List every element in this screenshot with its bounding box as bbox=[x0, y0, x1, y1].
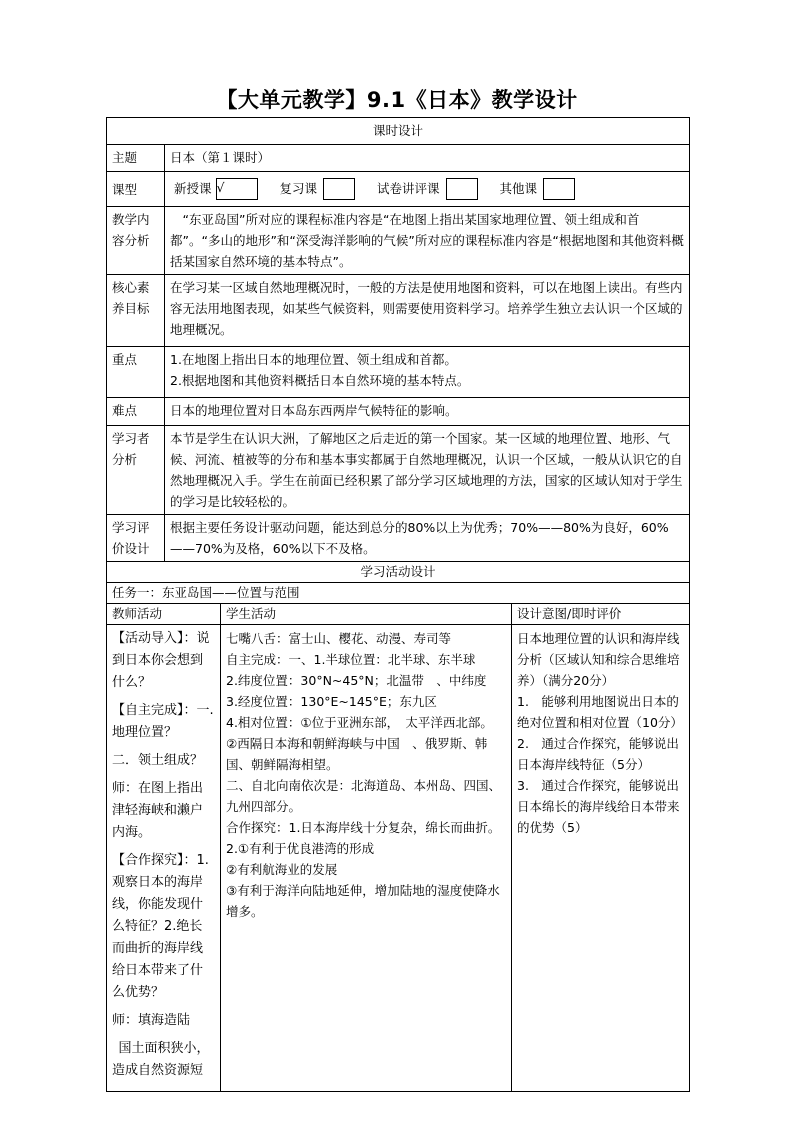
evaluation-design: 根据主要任务设计驱动问题，能达到总分的80%以上为优秀；70%——80%为良好，60%——70%为及格，60%以下不及格。 bbox=[165, 515, 690, 562]
content-analysis: “东亚岛国”所对应的课程标准内容是“在地图上指出某国家地理位置、领土组成和首都”。“多山的地形”和“深受海洋影响的气候”所对应的课程标准内容是“根据地图和其他资料概括某国家自然环境的基本特点”。 bbox=[165, 207, 690, 275]
teacher-activity-header: 教师活动 bbox=[107, 604, 221, 625]
label-line: 教学内 bbox=[112, 212, 150, 227]
type-name: 试卷讲评课 bbox=[377, 180, 440, 196]
difficulty-label: 难点 bbox=[107, 398, 165, 426]
content-label bbox=[107, 207, 165, 275]
checkbox-review[interactable] bbox=[323, 178, 355, 200]
student-line: ③有利于海洋向陆地延伸，增加陆地的湿度使降水增多。 bbox=[226, 883, 500, 919]
design-line: 1. 能够利用地图说出日本的绝对位置和相对位置（10分） bbox=[517, 694, 683, 730]
student-line: ②有利航海业的发展 bbox=[226, 862, 338, 877]
label-line: 核心素 bbox=[112, 280, 150, 295]
checkbox-other[interactable] bbox=[543, 178, 575, 200]
type-name: 新授课 bbox=[174, 180, 212, 196]
lesson-type-row bbox=[165, 172, 690, 207]
type-item-review bbox=[280, 178, 356, 201]
student-line: 4.相对位置：①位于亚洲东部， 太平洋西北部。 bbox=[226, 715, 493, 730]
key-point: 1.在地图上指出日本的地理位置、领土组成和首都。 bbox=[170, 352, 457, 367]
student-line: 2.纬度位置：30°N~45°N；北温带 、中纬度 bbox=[226, 673, 487, 688]
student-line: 二、自北向南依次是：北海道岛、本州岛、四国、九州四部分。 bbox=[226, 778, 502, 814]
type-item-exam bbox=[377, 178, 478, 201]
student-line: 合作探究：1.日本海岸线十分复杂，绵长而曲折。 bbox=[226, 820, 501, 835]
label-line: 养目标 bbox=[112, 301, 150, 316]
key-label: 重点 bbox=[107, 347, 165, 398]
learner-label bbox=[107, 426, 165, 515]
activity-design-header: 学习活动设计 bbox=[107, 562, 690, 583]
design-line: 日本地理位置的认识和海岸线分析（区域认知和综合思维培养）（满分20分） bbox=[517, 631, 680, 688]
checkbox-exam[interactable] bbox=[446, 178, 478, 200]
type-label: 课型 bbox=[107, 172, 165, 207]
teacher-paragraph: 二．领土组成？ bbox=[112, 753, 204, 768]
type-name: 其他课 bbox=[499, 180, 538, 196]
type-item-other bbox=[500, 178, 576, 201]
design-line: 2. 通过合作探究，能够说出日本海岸线特征（5分） bbox=[517, 736, 679, 772]
student-line: 七嘴八舌：富士山、樱花、动漫、寿司等 bbox=[226, 631, 452, 646]
type-item-new bbox=[174, 178, 258, 201]
label-line: 学习者 bbox=[112, 431, 150, 446]
design-intent-cell bbox=[512, 625, 690, 1092]
design-line: 3. 通过合作探究，能够说出日本绵长的海岸线给日本带来的优势（5） bbox=[517, 778, 680, 835]
teacher-paragraph: 【活动导入】：说到日本你会想到什么？ bbox=[112, 631, 210, 690]
student-line: 自主完成：一、1.半球位置：北半球、东半球 bbox=[226, 652, 476, 667]
student-line: ②西隔日本海和朝鲜海峡与中国 、俄罗斯、韩国、朝鲜隔海相望。 bbox=[226, 736, 488, 772]
lesson-plan-table bbox=[106, 117, 690, 1092]
key-points bbox=[165, 347, 690, 398]
difficulty-text: 日本的地理位置对日本岛东西两岸气候特征的影响。 bbox=[165, 398, 690, 426]
teacher-paragraph: 国土面积狭小，造成自然资源短 bbox=[112, 1041, 210, 1078]
label-line: 容分析 bbox=[112, 233, 150, 248]
learner-analysis: 本节是学生在认识大洲，了解地区之后走近的第一个国家。某一区域的地理位置、地形、气候、河流、植被等的分布和基本事实都属于自然地理概况，认识一个区域，一般从认识它的自然地理概况入手。学生在前面已经积累了部分学习区域地理的方法，国家的区域认知对于学生的学习是比较轻松的。 bbox=[165, 426, 690, 515]
type-name: 复习课 bbox=[279, 180, 318, 196]
lesson-design-header: 课时设计 bbox=[107, 118, 690, 145]
student-activity-header: 学生活动 bbox=[221, 604, 512, 625]
task-one-title: 任务一：东亚岛国——位置与范围 bbox=[107, 583, 690, 604]
literacy-goals: 在学习某一区域自然地理概况时，一般的方法是使用地图和资料，可以在地图上读出。有些内容无法用地图表现，如某些气候资料，则需要使用资料学习。培养学生独立去认识一个区域的地理概况。 bbox=[165, 275, 690, 347]
teacher-activity-cell bbox=[107, 625, 221, 1092]
topic-label: 主题 bbox=[107, 145, 165, 172]
literacy-label bbox=[107, 275, 165, 347]
checkbox-new[interactable] bbox=[216, 178, 258, 200]
design-intent-header: 设计意图/即时评价 bbox=[512, 604, 690, 625]
evaluation-label bbox=[107, 515, 165, 562]
teacher-paragraph: 师：填海造陆 bbox=[112, 1013, 191, 1028]
check-mark-icon: √ bbox=[216, 180, 225, 196]
key-point: 2.根据地图和其他资料概括日本自然环境的基本特点。 bbox=[170, 373, 470, 388]
teacher-paragraph: 【自主完成】：一.地理位置？ bbox=[112, 703, 214, 740]
teacher-paragraph: 【合作探究】：1.观察日本的海岸线，你能发现什么特征？2.绝长而曲折的海岸线给日本带来了什么优势？ bbox=[112, 853, 209, 1000]
student-line: 2.①有利于优良港湾的形成 bbox=[226, 841, 375, 856]
label-line: 价设计 bbox=[112, 541, 150, 556]
page-title: 【大单元教学】9.1《日本》教学设计 bbox=[216, 88, 578, 112]
label-line: 学习评 bbox=[112, 520, 150, 535]
teacher-paragraph: 师：在图上指出津轻海峡和濑户内海。 bbox=[112, 781, 204, 840]
student-line: 3.经度位置：130°E~145°E；东九区 bbox=[226, 694, 437, 709]
topic-value: 日本（第１课时） bbox=[165, 145, 690, 172]
student-activity-cell bbox=[221, 625, 512, 1092]
label-line: 分析 bbox=[112, 452, 138, 467]
